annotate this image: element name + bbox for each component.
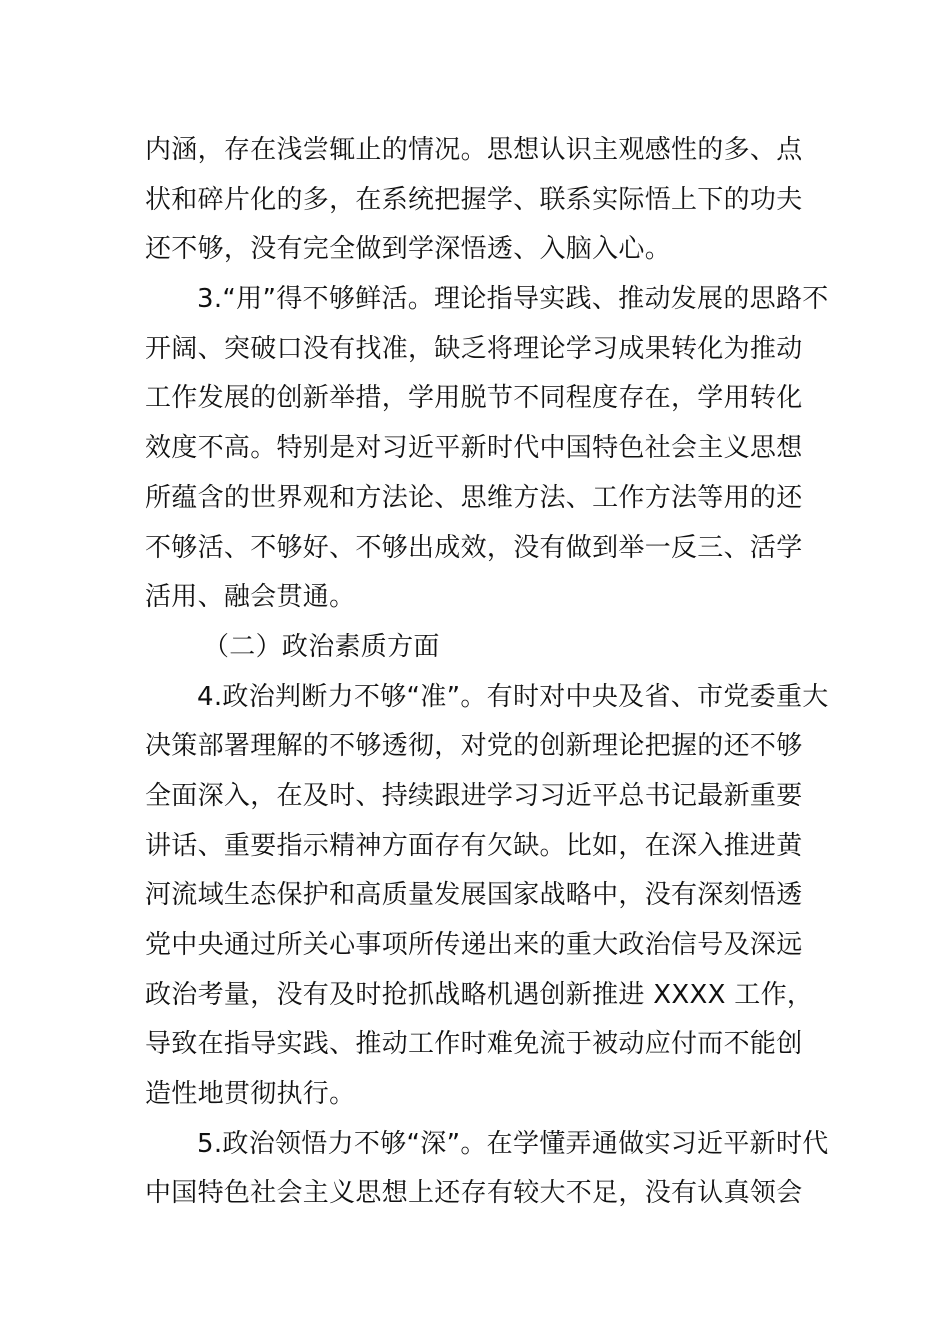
text-line: 不够活、不够好、不够出成效，没有做到举一反三、活学 — [145, 532, 803, 563]
body-text — [145, 126, 829, 1219]
text-line: 中国特色社会主义思想上还存有较大不足，没有认真领会 — [145, 1178, 803, 1209]
text-line: 全面深入，在及时、持续跟进学习习近平总书记最新重要 — [145, 780, 803, 811]
section-heading: （二）政治素质方面 — [203, 631, 440, 662]
paragraph-item-4-start: 4.政治判断力不够“准”。有时对中央及省、市党委重大 — [197, 681, 829, 712]
text-line: 造性地贯彻执行。 — [145, 1079, 356, 1110]
text-line: 效度不高。特别是对习近平新时代中国特色社会主义思想 — [145, 433, 803, 464]
text-line: 导致在指导实践、推动工作时难免流于被动应付而不能创 — [145, 1029, 803, 1060]
text-line: 河流域生态保护和高质量发展国家战略中，没有深刻悟透 — [145, 880, 803, 911]
text-line: 状和碎片化的多，在系统把握学、联系实际悟上下的功夫 — [145, 184, 803, 215]
text-line: 党中央通过所关心事项所传递出来的重大政治信号及深远 — [145, 930, 803, 960]
text-line: 开阔、突破口没有找准，缺乏将理论学习成果转化为推动 — [145, 333, 803, 364]
paragraph-item-5-start: 5.政治领悟力不够“深”。在学懂弄通做实习近平新时代 — [197, 1128, 829, 1159]
text-line: 还不够，没有完全做到学深悟透、入脑入心。 — [145, 234, 672, 265]
text-line: 讲话、重要指示精神方面存有欠缺。比如，在深入推进黄 — [145, 830, 803, 861]
text-line: 政治考量，没有及时抢抓战略机遇创新推进 XXXX 工作， — [145, 979, 814, 1010]
text-line: 内涵，存在浅尝辄止的情况。思想认识主观感性的多、点 — [145, 135, 803, 165]
text-line: 活用、融会贯通。 — [145, 582, 356, 613]
paragraph-item-3-start: 3.“用”得不够鲜活。理论指导实践、推动发展的思路不 — [197, 284, 829, 315]
text-line: 所蕴含的世界观和方法论、思维方法、工作方法等用的还 — [145, 482, 803, 513]
text-line: 工作发展的创新举措，学用脱节不同程度存在，学用转化 — [145, 383, 803, 414]
text-line: 决策部署理解的不够透彻，对党的创新理论把握的还不够 — [145, 731, 803, 762]
